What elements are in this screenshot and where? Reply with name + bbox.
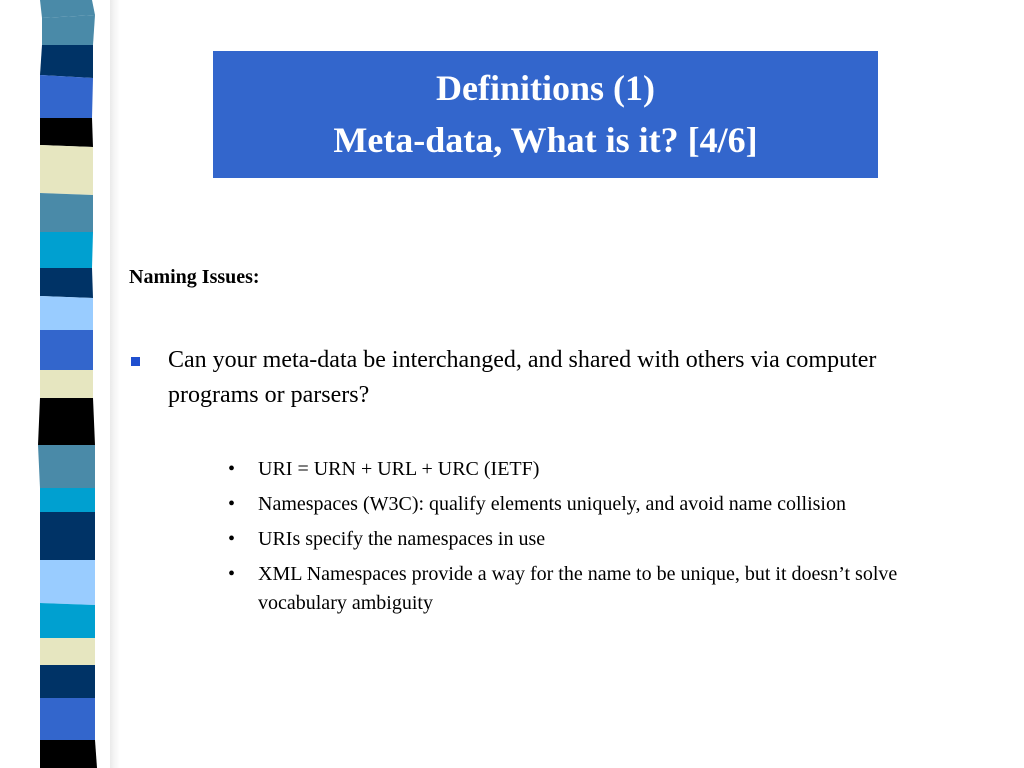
bullet-dot-icon: • <box>228 458 236 480</box>
list-item <box>228 525 948 554</box>
list-item <box>228 560 948 618</box>
section-heading: Naming Issues: <box>129 266 260 288</box>
main-bullet <box>129 343 929 413</box>
main-bullet-text: Can your meta-data be interchanged, and shared with others via computer programs or parsers? <box>168 347 877 408</box>
slide-title-box <box>213 51 878 178</box>
sub-bullet-text: URIs specify the namespaces in use <box>258 528 546 550</box>
sub-bullet-text: URI = URN + URL + URC (IETF) <box>258 458 540 480</box>
slide-title: Definitions (1) <box>436 68 655 108</box>
bullet-dot-icon: • <box>228 493 236 515</box>
decorative-color-strip <box>0 0 110 768</box>
sub-bullet-list <box>228 455 948 624</box>
list-item <box>228 490 948 519</box>
sub-bullet-text: Namespaces (W3C): qualify elements uniquely, and avoid name collision <box>258 493 846 515</box>
bullet-dot-icon: • <box>228 563 236 585</box>
slide-subtitle: Meta-data, What is it? [4/6] <box>333 120 758 160</box>
square-bullet-icon <box>131 357 140 366</box>
sub-bullet-text: XML Namespaces provide a way for the name to be unique, but it doesn’t solve vocabulary ambiguity <box>258 563 898 614</box>
list-item <box>228 455 948 484</box>
bullet-dot-icon: • <box>228 528 236 550</box>
